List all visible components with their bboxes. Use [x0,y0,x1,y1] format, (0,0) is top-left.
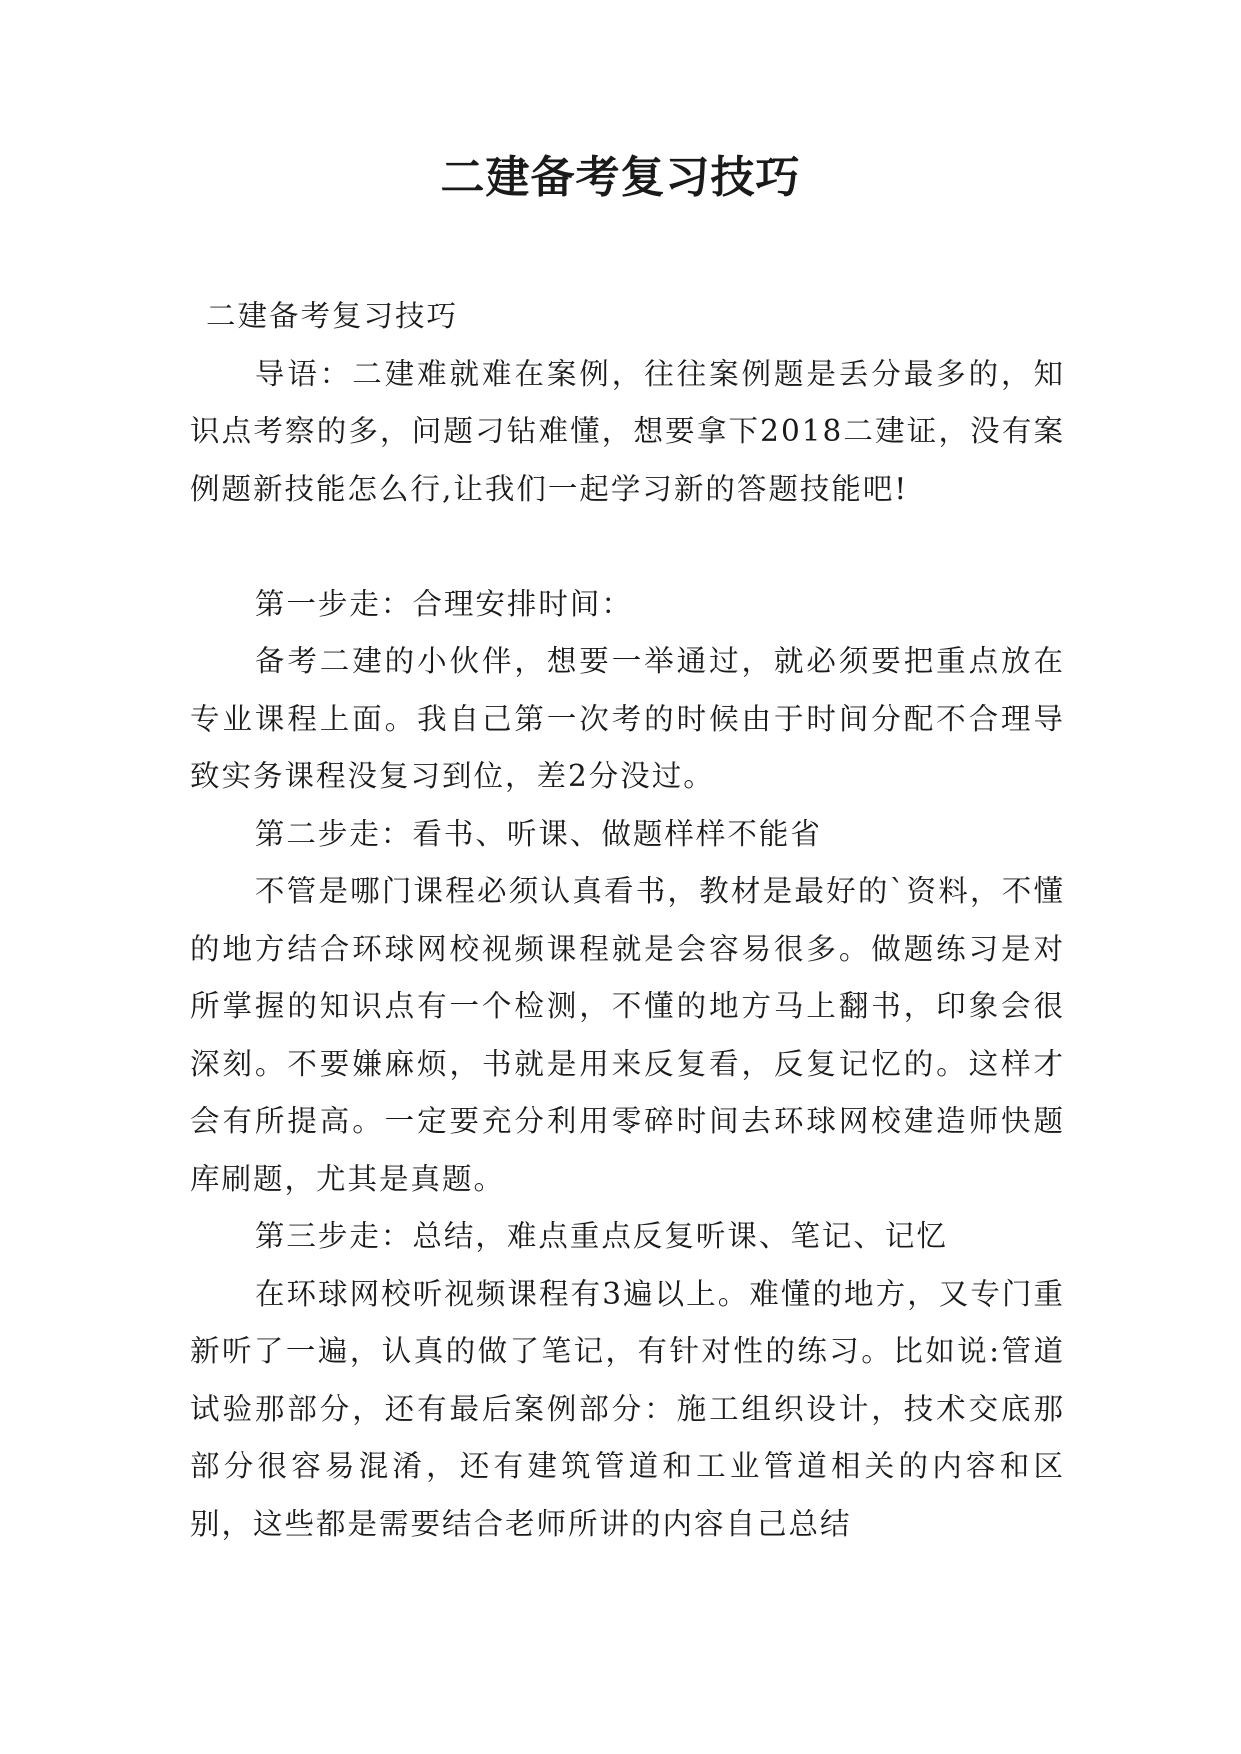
step2-heading: 第二步走：看书、听课、做题样样不能省 [254,816,822,851]
step2-paragraph: 不管是哪门课程必须认真看书，教材是最好的`资料，不懂的地方结合环球网校视频课程就是会容易很多。做题练习是对所掌握的知识点有一个检测，不懂的地方马上翻书，印象会很深刻。不要嫌麻烦，书就是用来反复看，反复记忆的。这样才会有所提高。一定要充分利用零碎时间去环球网校建造师快题库刷题，尤其是真题。 [190,874,1065,1196]
paragraph-spacer [190,518,1065,576]
intro-paragraph: 导语：二建难就难在案例，往往案例题是丢分最多的，知识点考察的多，问题刁钻难懂，想要拿下2018二建证，没有案例题新技能怎么行,让我们一起学习新的答题技能吧! [190,356,1065,506]
step3-paragraph: 在环球网校听视频课程有3遍以上。难懂的地方，又专门重新听了一遍，认真的做了笔记，有针对性的练习。比如说:管道试验那部分，还有最后案例部分：施工组织设计，技术交底那部分很容易混淆，还有建筑管道和工业管道相关的内容和区别，这些都是需要结合老师所讲的内容自己总结 [190,1276,1065,1541]
document-body [190,288,1065,1553]
step1-paragraph: 备考二建的小伙伴，想要一举通过，就必须要把重点放在专业课程上面。我自己第一次考的时候由于时间分配不合理导致实务课程没复习到位，差2分没过。 [190,644,1065,793]
step3-heading: 第三步走：总结，难点重点反复听课、笔记、记忆 [254,1219,948,1253]
step1-heading: 第一步走：合理安排时间： [254,586,633,621]
document-title: 二建备考复习技巧 [440,152,801,203]
document-subtitle: 二建备考复习技巧 [206,299,459,333]
